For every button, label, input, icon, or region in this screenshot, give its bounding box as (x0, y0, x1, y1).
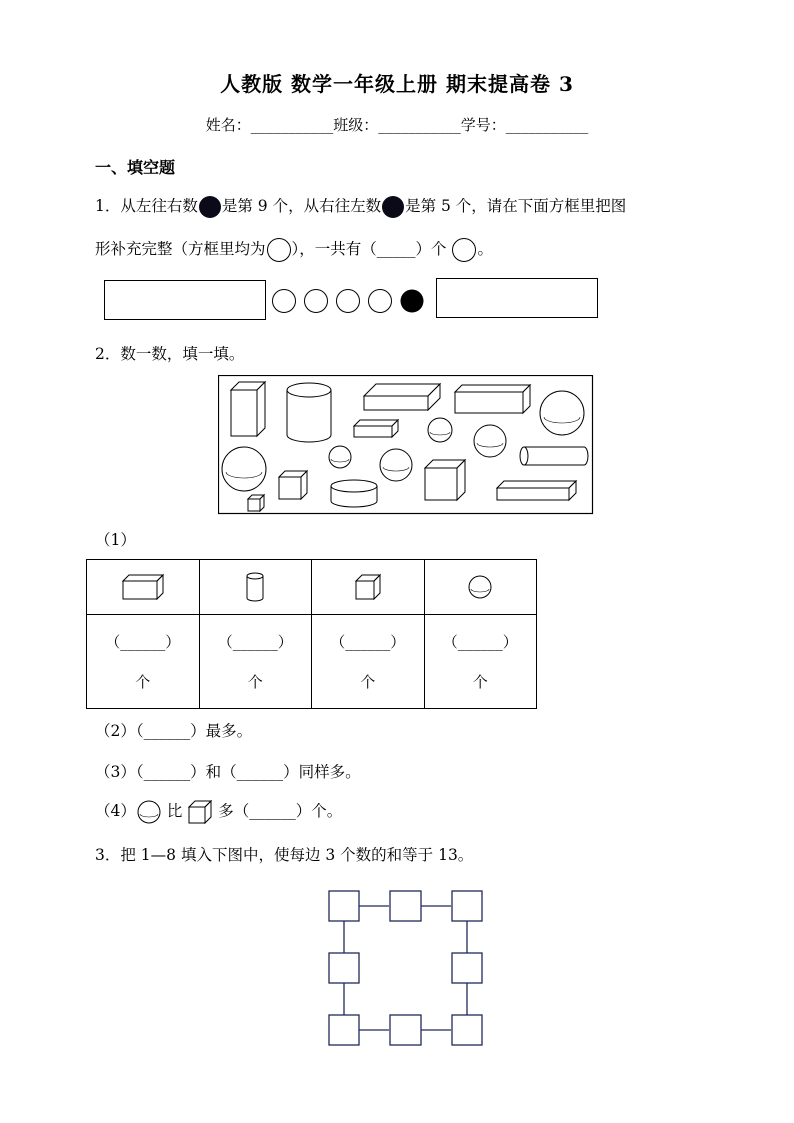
q2-sub1: （1） (95, 531, 136, 549)
solids-picture (218, 375, 594, 515)
sphere-icon (466, 573, 494, 601)
circle-icon (305, 290, 328, 313)
table-row (87, 560, 537, 615)
cube-icon (425, 460, 465, 500)
q1-text-b: 是第 9 个，从右往左数 (221, 197, 382, 215)
cylinder-header (199, 560, 312, 615)
cube-header (312, 560, 425, 615)
circle-icon (266, 237, 292, 263)
name-blank[interactable]: ___________ (250, 116, 334, 134)
q2-text: 2．数一数，填一填。 (95, 345, 245, 363)
number-box (390, 891, 421, 921)
class-label: 班级： (333, 116, 379, 134)
sphere-header (424, 560, 537, 615)
q2-sub3[interactable]: （3）（______）和（______）同样多。 (95, 763, 361, 781)
circle-icon (273, 290, 296, 313)
q1-text-d: 形补充完整（方框里均为 (95, 240, 266, 258)
q3-text: 3．把 1—8 填入下图中，使每边 3 个数的和等于 13。 (95, 846, 474, 864)
cube-icon (354, 573, 382, 601)
number-square-grid (326, 888, 486, 1048)
sphere-icon (540, 391, 584, 435)
cuboid-icon (455, 385, 530, 413)
q1-text-a: 1．从左往右数 (95, 197, 198, 215)
cube-icon (248, 495, 264, 511)
circle-icon (337, 290, 360, 313)
number-box (452, 1015, 482, 1045)
cuboid-icon (364, 384, 440, 410)
cuboid-icon (497, 481, 576, 500)
cylinder-count-cell[interactable]: （______） 个 (199, 615, 312, 709)
table-row (87, 615, 537, 709)
cube-icon (187, 799, 213, 825)
cuboid-icon (121, 573, 165, 601)
cylinder-icon (244, 571, 266, 603)
q1-line2 (95, 237, 493, 263)
sphere-icon (329, 446, 351, 468)
filled-circle-icon (401, 290, 424, 313)
q2-sub4-compare: 比 (166, 802, 183, 820)
q2-sub4-suffix: 多（______）个。 (218, 802, 343, 820)
circle-row (270, 287, 430, 315)
filled-circle-icon (381, 195, 405, 219)
filled-circle-icon (198, 195, 222, 219)
number-box (452, 953, 482, 983)
number-box (452, 891, 482, 921)
right-answer-box[interactable] (436, 278, 598, 318)
q2-sub4-prefix: （4） (95, 802, 136, 820)
class-blank[interactable]: ___________ (378, 116, 461, 134)
cuboid-icon (231, 382, 265, 436)
q1-text-c: 是第 5 个，请在下面方框里把图 (405, 197, 627, 215)
name-label: 姓名： (205, 116, 251, 134)
q2-sub2[interactable]: （2）（______）最多。 (95, 722, 253, 740)
sphere-icon (474, 425, 506, 457)
number-box (329, 953, 359, 983)
left-answer-box[interactable] (104, 280, 266, 320)
cylinder-icon (520, 447, 588, 465)
cube-count-cell[interactable]: （______） 个 (312, 615, 425, 709)
q1-text-f: 。 (477, 240, 493, 258)
cuboid-header (87, 560, 200, 615)
number-box (329, 891, 359, 921)
number-box (390, 1015, 421, 1045)
cube-icon (279, 471, 307, 499)
id-label: 学号： (460, 116, 506, 134)
id-blank[interactable]: ___________ (505, 116, 589, 134)
count-table (86, 559, 537, 709)
section-heading: 一、填空题 (95, 158, 176, 177)
page-title: 人教版 数学一年级上册 期末提高卷 3 (220, 72, 574, 96)
cylinder-icon (287, 383, 331, 442)
student-info-line (0, 114, 794, 135)
q1-line1 (95, 194, 626, 219)
cuboid-count-cell[interactable]: （______） 个 (87, 615, 200, 709)
cylinder-icon (331, 480, 377, 507)
sphere-icon (222, 447, 266, 491)
sphere-icon (428, 418, 452, 442)
sphere-icon (136, 799, 162, 825)
circle-icon (369, 290, 392, 313)
cuboid-icon (354, 420, 398, 437)
q2-sub4[interactable] (95, 799, 342, 825)
number-box (329, 1015, 359, 1045)
circle-icon (451, 237, 477, 263)
q1-text-e: ），一共有（_____）个 (291, 240, 447, 258)
sphere-count-cell[interactable]: （______） 个 (424, 615, 537, 709)
sphere-icon (380, 449, 412, 481)
